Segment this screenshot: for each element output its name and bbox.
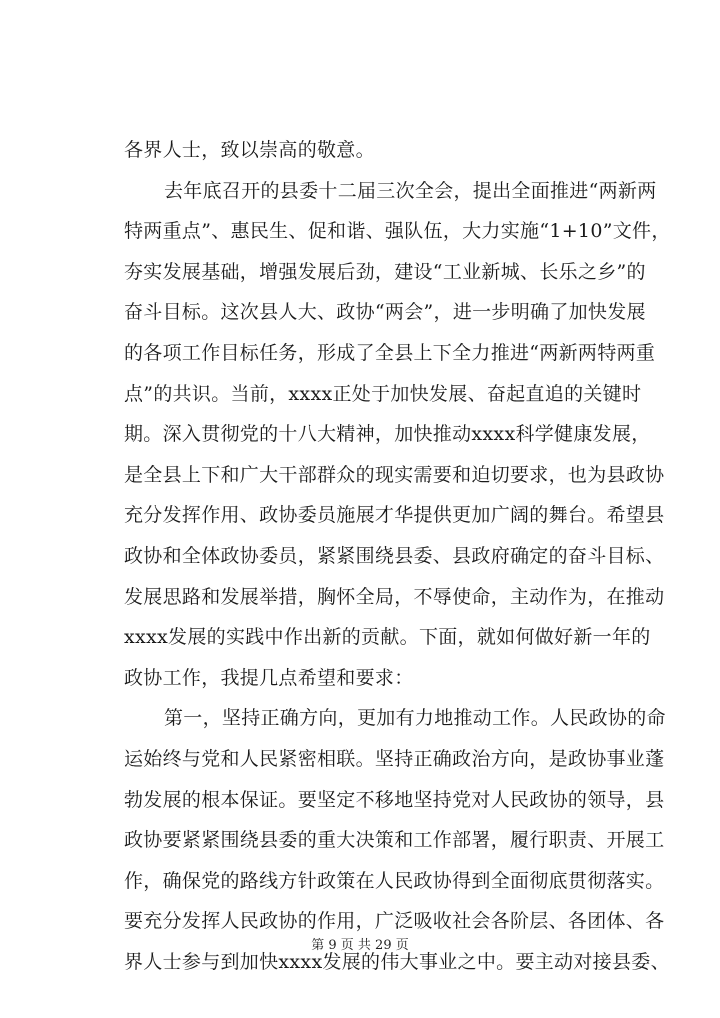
- text-line: 各界人士，致以崇高的敬意。: [124, 139, 375, 161]
- text-line: 发展思路和发展举措，胸怀全局，不辱使命，主动作为，在推动: [124, 585, 665, 608]
- text-line: 运始终与党和人民紧密相联。坚持正确政治方向，是政协事业蓬: [124, 747, 665, 770]
- text-line: 要充分发挥人民政协的作用，广泛吸收社会各阶层、各团体、各: [124, 910, 665, 933]
- body-text: [124, 130, 671, 982]
- text-line: xxxx发展的实践中作出新的贡献。下面，就如何做好新一年的: [124, 626, 651, 649]
- text-line: 去年底召开的县委十二届三次全会，提出全面推进“两新两: [164, 179, 657, 202]
- text-line: 特两重点”、惠民生、促和谐、强队伍，大力实施“1+10”文件，: [124, 220, 671, 243]
- text-line: 的各项工作目标任务，形成了全县上下全力推进“两新两特两重: [124, 341, 656, 364]
- text-line: 夯实发展基础，增强发展后劲，建设“工业新城、长乐之乡”的: [124, 260, 646, 283]
- text-line: 政协要紧紧围绕县委的重大决策和工作部署，履行职责、开展工: [124, 829, 665, 852]
- text-line: 充分发挥作用、政协委员施展才华提供更加广阔的舞台。希望县: [124, 504, 665, 527]
- text-line: 勃发展的根本保证。要坚定不移地坚持党对人民政协的领导，县: [124, 788, 665, 811]
- page-number-label: 第 9 页 共 29 页: [311, 938, 409, 953]
- text-line: 期。深入贯彻党的十八大精神，加快推动xxxx科学健康发展，: [124, 423, 651, 446]
- text-line: 第一，坚持正确方向，更加有力地推动工作。人民政协的命: [164, 707, 666, 730]
- text-line: 是全县上下和广大干部群众的现实需要和迫切要求，也为县政协: [124, 463, 665, 486]
- page-footer: [0, 934, 720, 953]
- text-line: 点”的共识。当前，xxxx正处于加快发展、奋起直追的关键时: [124, 382, 642, 405]
- text-line: 奋斗目标。这次县人大、政协“两会”，进一步明确了加快发展: [124, 301, 646, 324]
- text-line: 政协和全体政协委员，紧紧围绕县委、县政府确定的奋斗目标、: [124, 544, 665, 567]
- text-line: 政协工作，我提几点希望和要求：: [124, 666, 414, 689]
- text-line: 界人士参与到加快xxxx发展的伟大事业之中。要主动对接县委、: [124, 950, 670, 973]
- text-line: 作，确保党的路线方针政策在人民政协得到全面彻底贯彻落实。: [124, 869, 665, 892]
